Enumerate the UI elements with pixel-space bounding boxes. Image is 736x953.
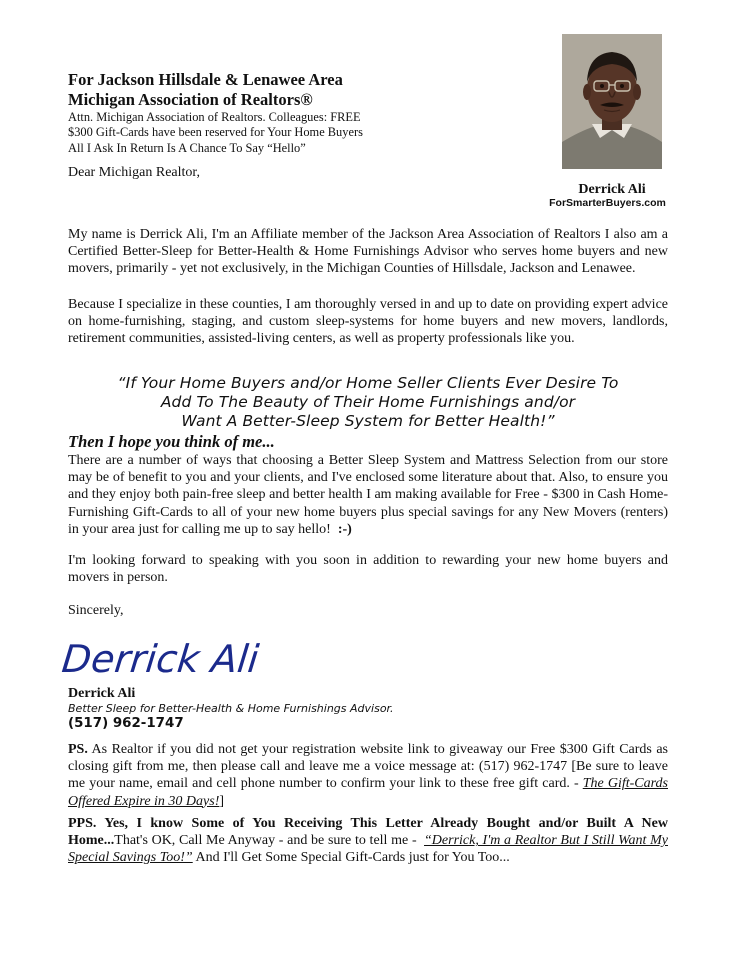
quote-line-3: Want A Better-Sleep System for Better Health!” — [181, 412, 555, 430]
heading-line-1: For Jackson Hillsdale & Lenawee Area — [68, 70, 343, 89]
photo-caption-name: Derrick Ali — [578, 182, 646, 197]
heading-line-2: Michigan Association of Realtors® — [68, 90, 313, 109]
pps-text: That's OK, Call Me Anyway - and be sure to tell me - — [114, 833, 417, 849]
paragraph-3-text: There are a number of ways that choosing a Better Sleep System and Mattress Selection from our store may be of benefit to you and your clients, and I've enclosed some literature about that. Also, to ensure you and they enjoy both pain-free sleep and better health I am making available for Free - $300 in Cash Home-Furnishing Gift-Cards to all of your new home buyers plus special savings for any New Movers (renters) in your area just for calling me up to say hello! — [68, 453, 668, 537]
body-paragraph-1: My name is Derrick Ali, I'm an Affiliate member of the Jackson Area Association of Realtors I also am a Certified Better-Sleep for Better-Health & Home Furnishings Advisor who serves home buyers and new movers, primarily - yet not exclusively, in the Michigan Counties of Hillsdale, Jackson and Lenawee. — [68, 227, 668, 277]
portrait-image — [562, 34, 662, 169]
signature-script: Derrick Ali — [59, 637, 261, 681]
closing: Sincerely, — [68, 603, 124, 618]
quote-line-2: Add To The Beauty of Their Home Furnishings and/or — [160, 393, 576, 411]
subheading-line-1: Attn. Michigan Association of Realtors. Colleagues: FREE — [68, 110, 361, 124]
handwritten-signature — [59, 622, 261, 686]
letter-subheading — [68, 110, 468, 156]
greeting: Dear Michigan Realtor, — [68, 165, 201, 180]
pps-bold: PPS. Yes, I know Some of You Receiving This Letter Already Bought and/or Built A New Home... — [68, 816, 668, 849]
ps-end: ] — [219, 793, 225, 809]
pull-quote — [68, 374, 668, 431]
letter-heading — [68, 70, 468, 110]
body-paragraph-3 — [68, 452, 668, 538]
signature-image — [59, 622, 261, 686]
subheading-line-2: $300 Gift-Cards have been reserved for Your Home Buyers — [68, 125, 363, 140]
author-photo — [562, 34, 662, 169]
body-paragraph-2: Because I specialize in these counties, I am thoroughly versed in and up to date on providing expert advice on home-furnishing, staging, and custom sleep-systems for home buyers and new movers, landlords, retirement communities, assisted-living centers, as well as property professionals like you. — [68, 297, 668, 347]
ps-emphasis: The Gift-Cards Offered Expire in 30 Days! — [68, 776, 668, 809]
smiley: :-) — [337, 521, 352, 537]
ps-label: PS. — [68, 742, 88, 757]
subheading-line-3: All I Ask In Return Is A Chance To Say “Hello” — [68, 140, 306, 155]
signature-phone: (517) 962-1747 — [68, 716, 184, 731]
signature-name: Derrick Ali — [68, 686, 136, 701]
ps-text: As Realtor if you did not get your registration website link to giveaway our Free $300 Gift Cards as closing gift from me, then please call and leave me a voice message at: (517) 962-1747 [Be sure to leave me your name, email and cell phone number to confirm your link to these free gift card. - — [68, 742, 668, 792]
section-heading: Then I hope you think of me... — [68, 432, 275, 451]
pps-emphasis: “Derrick, I'm a Realtor But I Still Want My Special Savings Too!” — [68, 833, 668, 866]
post-postscript — [68, 815, 668, 867]
photo-caption-website: ForSmarterBuyers.com — [549, 197, 666, 209]
signature-title: Better Sleep for Better-Health & Home Furnishings Advisor. — [68, 702, 394, 715]
body-paragraph-4: I'm looking forward to speaking with you soon in addition to rewarding your new home buyers and movers in person. — [68, 553, 668, 586]
quote-line-1: “If Your Home Buyers and/or Home Seller Clients Ever Desire To — [117, 374, 619, 392]
pps-end: And I'll Get Some Special Gift-Cards just for You Too... — [195, 850, 510, 866]
postscript — [68, 741, 668, 810]
